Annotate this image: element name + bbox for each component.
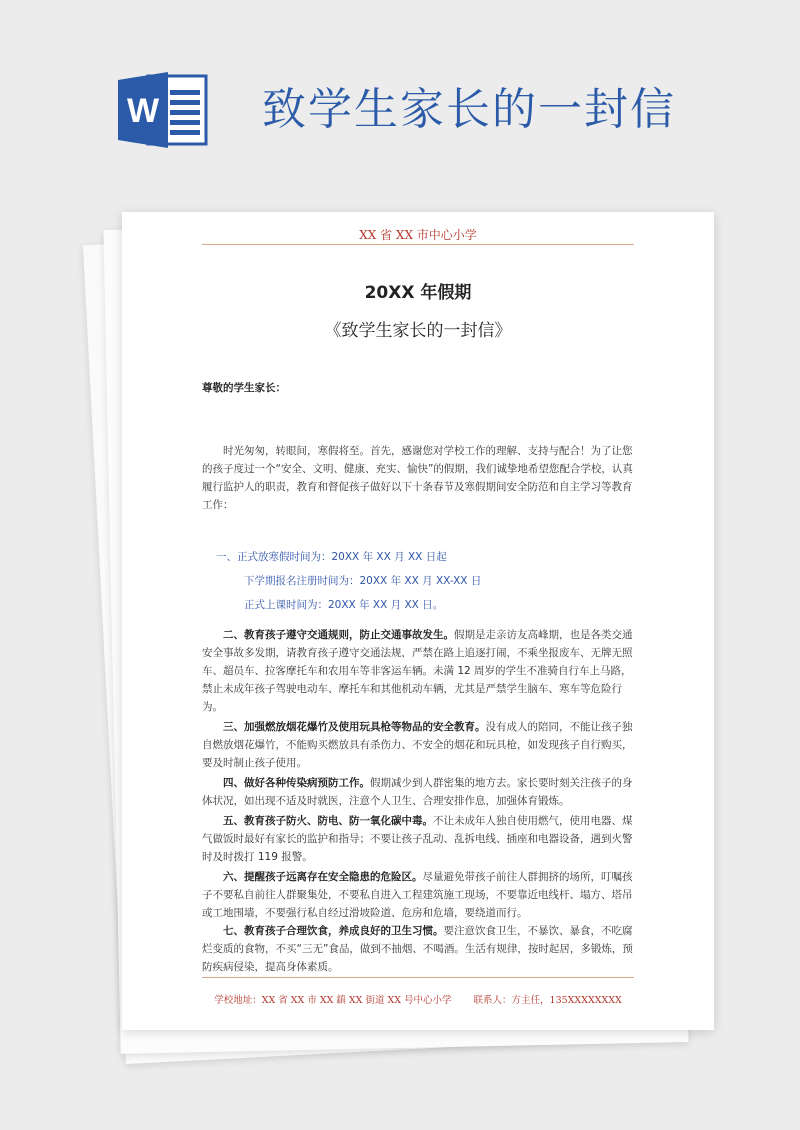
salutation: 尊敬的学生家长： bbox=[202, 382, 286, 394]
word-document-icon bbox=[118, 72, 210, 148]
school-header: XX 省 XX 市中心小学 bbox=[359, 228, 477, 242]
item-paragraph-6 bbox=[202, 868, 638, 922]
item-paragraph-4 bbox=[202, 774, 638, 810]
header-divider bbox=[202, 244, 634, 245]
schedule-line-2: 下学期报名注册时间为：20XX 年 XX 月 XX-XX 日 bbox=[244, 575, 482, 587]
item-text: 不让未成年人独自使用燃气，使用电器、煤气做饭时最好有家长的监护和指导；不要让孩子乱动、乱拆电线、插座和电器设备，遇到火警时及时拨打 119 报警。 bbox=[202, 815, 633, 863]
word-icon-letter: W bbox=[126, 92, 160, 130]
item-paragraph-7 bbox=[202, 922, 638, 976]
item-text: 尽量避免带孩子前往人群拥挤的场所，叮嘱孩子不要私自前往人群聚集处，不要私自进入工程建筑施工现场，不要靠近电线杆、塌方、塔吊或工地围墙，不要强行私自经过滑坡险道、危房和危墙，要绕道而行。 bbox=[202, 871, 633, 919]
item-heading: 七、教育孩子合理饮食，养成良好的卫生习惯。 bbox=[223, 925, 444, 937]
document-page bbox=[122, 212, 714, 1030]
item-heading: 二、教育孩子遵守交通规则，防止交通事故发生。 bbox=[223, 629, 454, 641]
item-text: 要注意饮食卫生，不暴饮、暴食，不吃腐烂变质的食物，不买“三无”食品，做到不抽烟、不喝酒。生活有规律，按时起居，多锻炼，预防疾病侵染，提高身体素质。 bbox=[202, 925, 633, 973]
item-heading: 四、做好各种传染病预防工作。 bbox=[223, 777, 370, 789]
footer-divider bbox=[202, 977, 634, 978]
schedule-line-1: 一、正式放寒假时间为：20XX 年 XX 月 XX 日起 bbox=[216, 551, 447, 563]
item-heading: 三、加强燃放烟花爆竹及使用玩具枪等物品的安全教育。 bbox=[223, 721, 486, 733]
schedule-line-3: 正式上课时间为：20XX 年 XX 月 XX 日。 bbox=[244, 599, 444, 611]
intro-paragraph: 时光匆匆，转眼间，寒假将至。首先，感谢您对学校工作的理解、支持与配合！为了让您的孩子度过一个“安全、文明、健康、充实、愉快”的假期，我们诚挚地希望您配合学校，认真履行监护人的职责，教育和督促孩子做好以下十条春节及寒假期间安全防范和自主学习等教育工作： bbox=[202, 445, 633, 511]
item-paragraph-3 bbox=[202, 718, 638, 772]
banner-title: 致学生家长的一封信 bbox=[262, 84, 676, 135]
footer-contact: 联系人：方主任，135XXXXXXXX bbox=[473, 995, 622, 1006]
document-footer bbox=[122, 992, 714, 1006]
item-text: 没有成人的陪同，不能让孩子独自燃放烟花爆竹，不能购买燃放具有杀伤力、不安全的烟花和玩具枪，如发现孩子自行购买，要及时制止孩子使用。 bbox=[202, 721, 633, 769]
item-heading: 五、教育孩子防火、防电、防一氧化碳中毒。 bbox=[223, 815, 433, 827]
footer-address: 学校地址：XX 省 XX 市 XX 鎮 XX 街道 XX 号中心小学 bbox=[214, 995, 452, 1006]
document-title-line1: 20XX 年假期 bbox=[364, 283, 472, 303]
item-text: 假期减少到人群密集的地方去。家长要时刻关注孩子的身体状况，如出现不适及时就医，注意个人卫生、合理安排作息，加强体育锻炼。 bbox=[202, 777, 633, 807]
item-paragraph-5 bbox=[202, 812, 638, 866]
item-heading: 六、提醒孩子远离存在安全隐患的危险区。 bbox=[223, 871, 423, 883]
item-paragraph-2 bbox=[202, 626, 638, 716]
document-title-line2: 《致学生家长的一封信》 bbox=[324, 321, 512, 341]
item-text: 假期是走亲访友高峰期，也是各类交通安全事故多发期，请教育孩子遵守交通法规，严禁在路上追逐打闹，不乘坐报废车、无牌无照车、超员车、拉客摩托车和农用车等非客运车辆。未满 12 周岁的学生不准骑自行车上马路，禁止未成年孩子驾驶电动车、摩托车和其他机动车辆，尤其是严禁学生脑车、寒车等危险行为。 bbox=[202, 629, 633, 713]
